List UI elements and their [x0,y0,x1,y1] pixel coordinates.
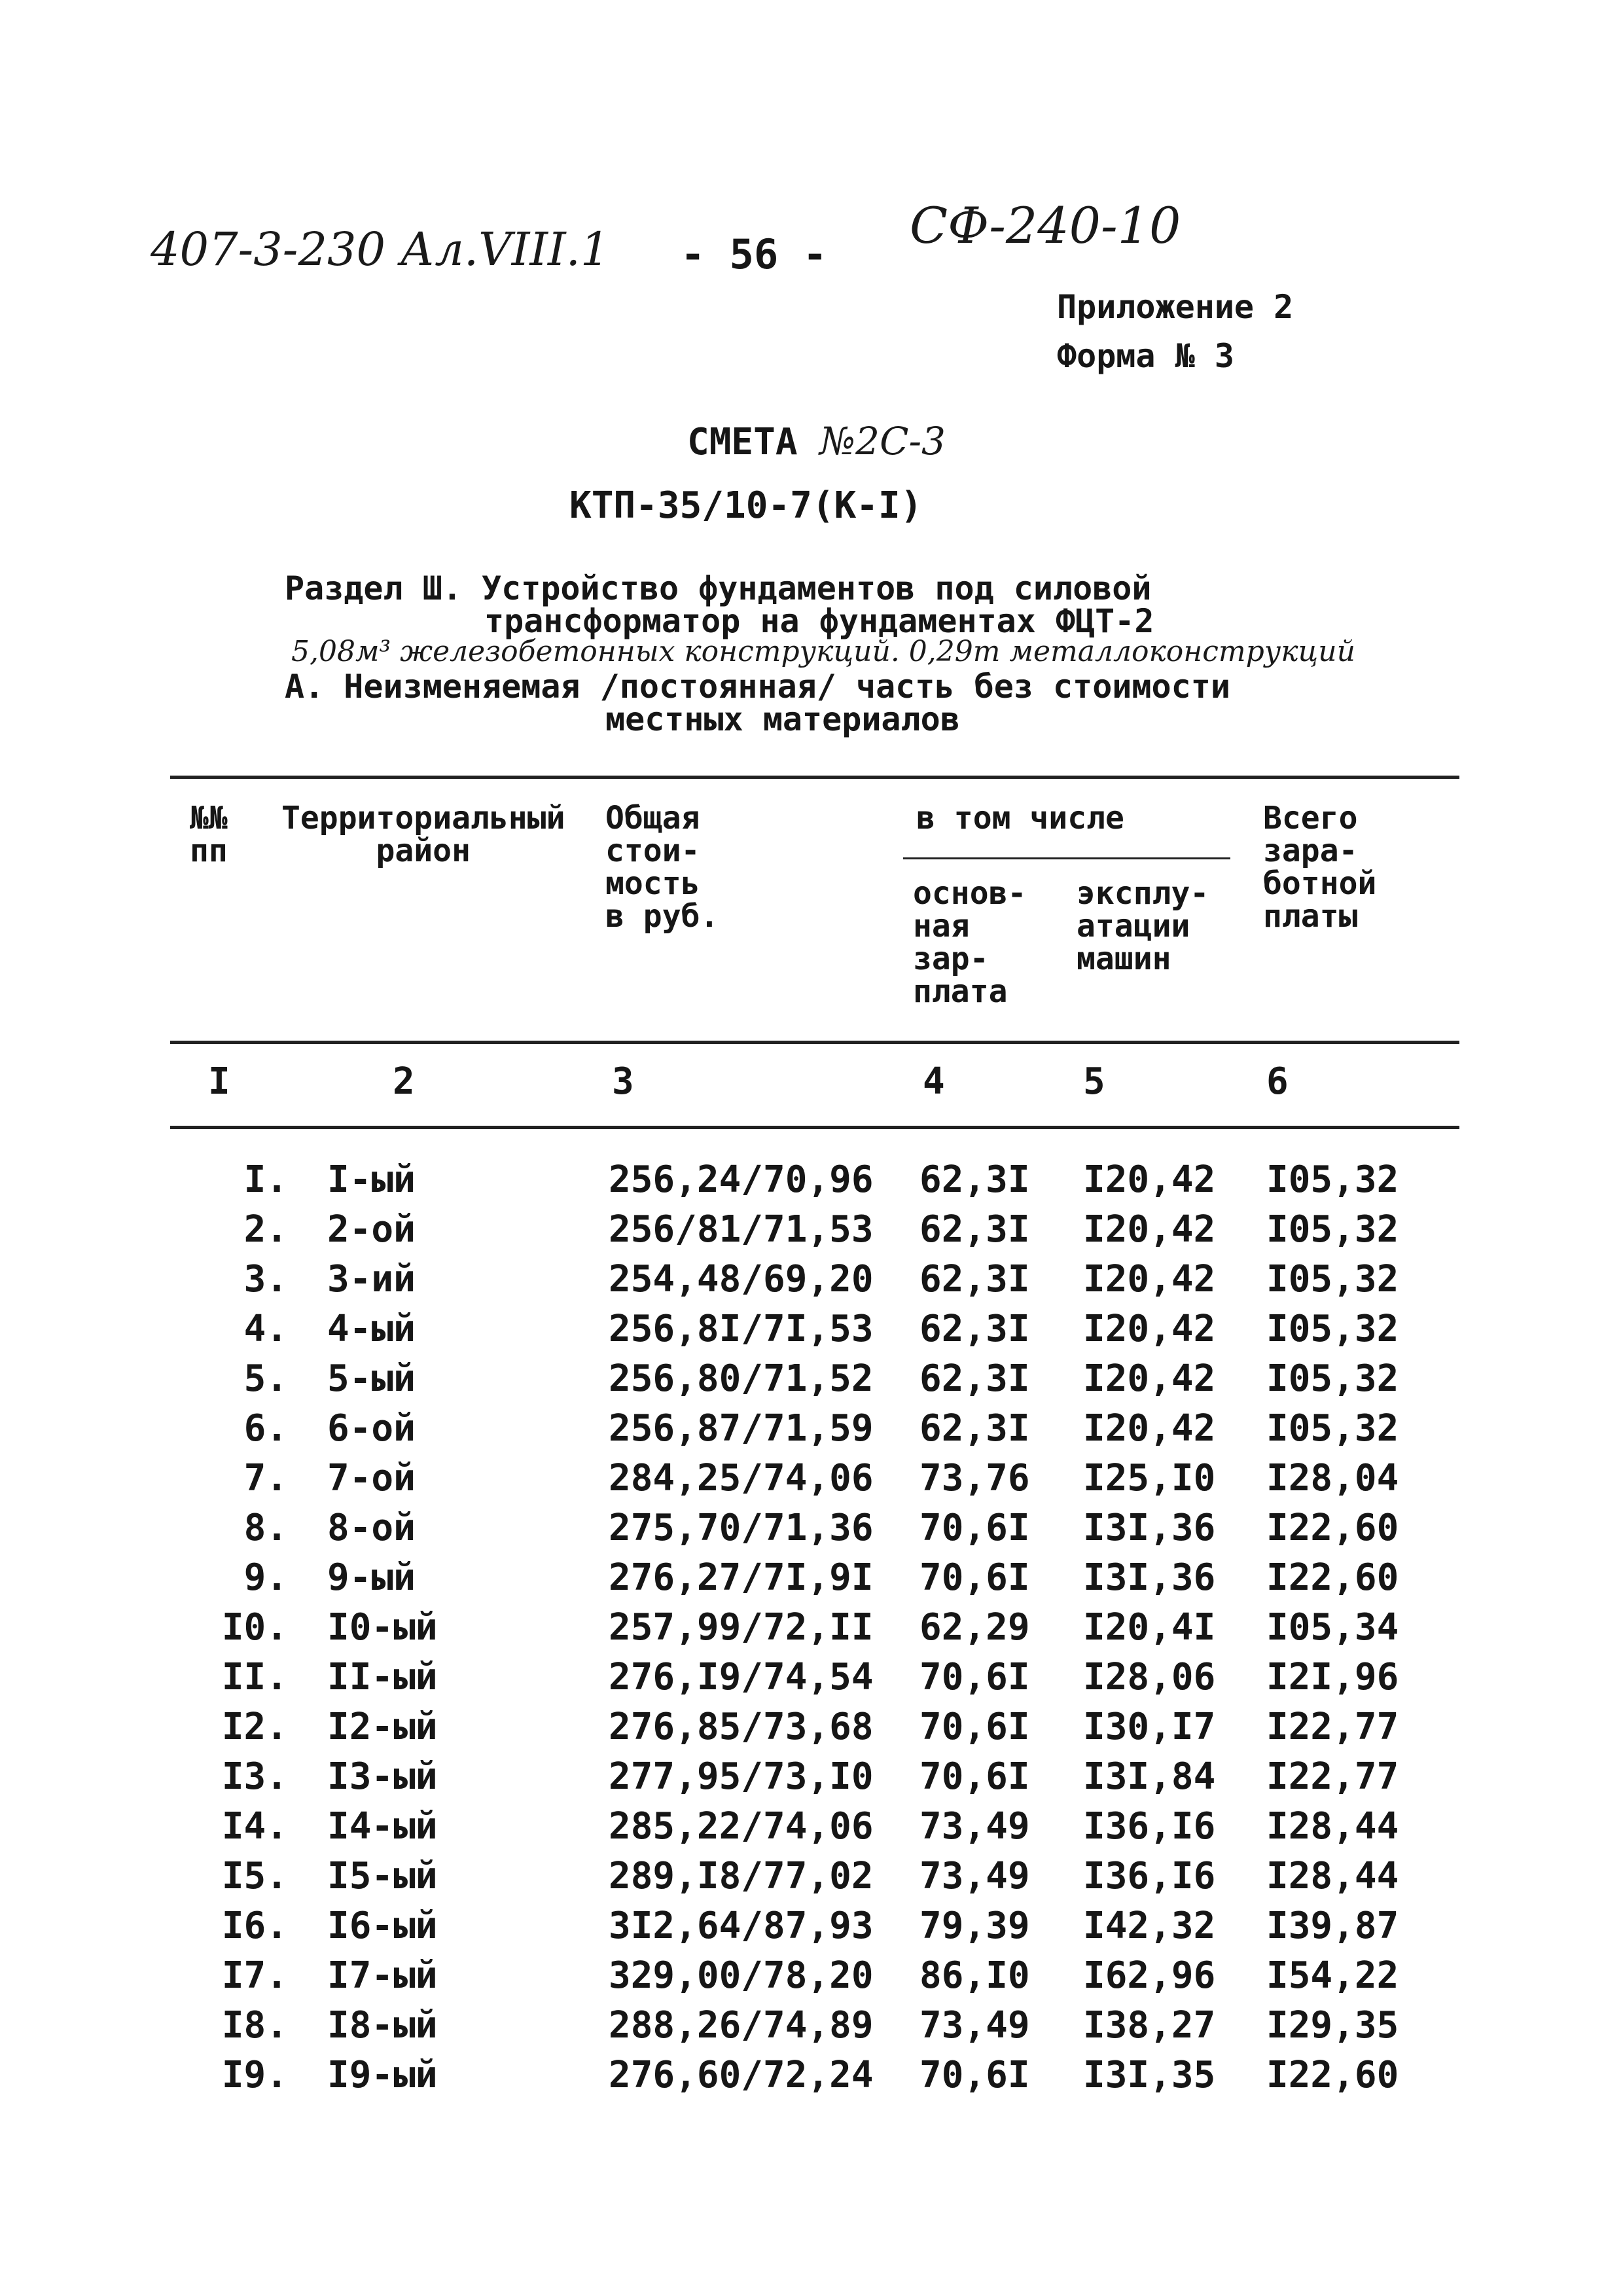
row-region: I9-ый [327,2054,438,2096]
row-total-wages: I28,04 [1266,1457,1399,1499]
row-total-wages: I29,35 [1266,2004,1399,2047]
row-base-salary: 62,3I [919,1258,1030,1300]
document-code: 407-3-230 Ал.VIII.1 [151,223,610,276]
row-base-salary: 70,6I [919,1507,1030,1549]
row-machine-operation: I20,42 [1083,1158,1216,1201]
row-machine-operation: I20,42 [1083,1258,1216,1300]
row-total-cost: 277,95/73,I0 [609,1755,874,1798]
row-base-salary: 62,3I [919,1357,1030,1400]
column-number-1: I [208,1060,230,1103]
row-region: I7-ый [327,1954,438,1997]
row-region: 9-ый [327,1556,416,1599]
row-region: 6-ой [327,1407,416,1450]
row-total-wages: I22,60 [1266,1556,1399,1599]
estimate-title [687,419,946,463]
row-base-salary: 62,3I [919,1208,1030,1251]
row-number: 2. [243,1208,288,1251]
row-base-salary: 62,3I [919,1158,1030,1201]
row-number: I3. [221,1755,288,1798]
row-number: 5. [243,1357,288,1400]
row-number: 9. [243,1556,288,1599]
row-number: I9. [221,2054,288,2096]
header-col-total-wages: Всего зара- ботной платы [1263,800,1377,935]
row-total-wages: I05,32 [1266,1208,1399,1251]
row-total-cost: 276,85/73,68 [609,1706,874,1748]
header-group-including: в том числе [916,800,1124,836]
column-number-4: 4 [923,1060,945,1103]
header-col-salary: основ- ная зар- плата [913,875,1027,1010]
row-total-wages: I39,87 [1266,1905,1399,1947]
row-region: 8-ой [327,1507,416,1549]
row-machine-operation: I20,42 [1083,1208,1216,1251]
row-region: I3-ый [327,1755,438,1798]
row-machine-operation: I3I,84 [1083,1755,1216,1798]
row-total-cost: 284,25/74,06 [609,1457,874,1499]
row-region: 3-ий [327,1258,416,1300]
row-region: I6-ый [327,1905,438,1947]
row-region: 4-ый [327,1308,416,1350]
column-number-6: 6 [1266,1060,1289,1103]
row-base-salary: 70,6I [919,1556,1030,1599]
row-machine-operation: I36,I6 [1083,1805,1216,1848]
section-line-4: местных материалов [605,700,960,738]
row-number: I0. [221,1606,288,1649]
section-line-1: Раздел Ш. Устройство фундаментов под силовой [285,569,1152,607]
row-machine-operation: I20,42 [1083,1308,1216,1350]
row-base-salary: 73,49 [919,1855,1030,1897]
row-machine-operation: I20,4I [1083,1606,1216,1649]
row-base-salary: 79,39 [919,1905,1030,1947]
row-total-cost: 3I2,64/87,93 [609,1905,874,1947]
row-region: 5-ый [327,1357,416,1400]
column-number-5: 5 [1083,1060,1105,1103]
row-total-wages: I2I,96 [1266,1656,1399,1698]
row-machine-operation: I3I,35 [1083,2054,1216,2096]
row-region: I5-ый [327,1855,438,1897]
row-region: I-ый [327,1158,416,1201]
row-machine-operation: I36,I6 [1083,1855,1216,1897]
header-col-total: Общая стои- мость в руб. [605,800,719,935]
row-base-salary: 70,6I [919,1706,1030,1748]
row-number: I6. [221,1905,288,1947]
sheet-code: СФ-240-10 [910,196,1181,255]
estimate-number: №2С-3 [819,419,946,463]
row-machine-operation: I25,I0 [1083,1457,1216,1499]
header-col-machines: эксплу- атации машин [1077,875,1209,977]
header-col-region: Территориальный район [281,800,565,869]
page-number: - 56 - [681,230,827,278]
row-region: I0-ый [327,1606,438,1649]
row-base-salary: 86,I0 [919,1954,1030,1997]
row-machine-operation: I20,42 [1083,1357,1216,1400]
row-region: I4-ый [327,1805,438,1848]
section-handwritten-note: 5,08м³ железобетонных конструкций. 0,29т металлоконструкций [291,635,1355,668]
row-total-wages: I22,77 [1266,1706,1399,1748]
row-base-salary: 62,29 [919,1606,1030,1649]
row-region: 7-ой [327,1457,416,1499]
row-total-cost: 285,22/74,06 [609,1805,874,1848]
row-number: 4. [243,1308,288,1350]
row-machine-operation: I62,96 [1083,1954,1216,1997]
header-col-number: №№ пп [190,800,228,869]
row-machine-operation: I3I,36 [1083,1556,1216,1599]
row-base-salary: 70,6I [919,1656,1030,1698]
row-total-wages: I05,32 [1266,1158,1399,1201]
column-number-2: 2 [393,1060,415,1103]
row-total-cost: 288,26/74,89 [609,2004,874,2047]
row-base-salary: 73,49 [919,1805,1030,1848]
row-total-cost: 256,87/71,59 [609,1407,874,1450]
row-number: 7. [243,1457,288,1499]
column-number-3: 3 [612,1060,634,1103]
section-line-2: трансформатор на фундаментах ФЦТ-2 [484,602,1154,640]
row-total-wages: I28,44 [1266,1805,1399,1848]
section-line-3: А. Неизменяемая /постоянная/ часть без стоимости [285,668,1230,706]
row-number: 6. [243,1407,288,1450]
row-total-wages: I22,77 [1266,1755,1399,1798]
row-number: 8. [243,1507,288,1549]
row-number: I5. [221,1855,288,1897]
row-total-wages: I22,60 [1266,1507,1399,1549]
row-base-salary: 62,3I [919,1308,1030,1350]
column-numbers-rule [170,1126,1459,1129]
row-total-cost: 276,I9/74,54 [609,1656,874,1698]
row-base-salary: 73,76 [919,1457,1030,1499]
row-total-cost: 276,60/72,24 [609,2054,874,2096]
row-number: 3. [243,1258,288,1300]
form-label: Форма № 3 [1057,337,1234,375]
object-title: КТП-35/10-7(К-I) [569,484,923,527]
row-number: I. [243,1158,288,1201]
row-machine-operation: I38,27 [1083,2004,1216,2047]
row-base-salary: 73,49 [919,2004,1030,2047]
row-machine-operation: I3I,36 [1083,1507,1216,1549]
row-region: 2-ой [327,1208,416,1251]
estimate-label: СМЕТА [687,421,798,463]
row-region: I8-ый [327,2004,438,2047]
header-bottom-rule [170,1041,1459,1044]
row-total-cost: 254,48/69,20 [609,1258,874,1300]
row-number: I7. [221,1954,288,1997]
row-total-wages: I05,32 [1266,1258,1399,1300]
row-total-cost: 256,8I/7I,53 [609,1308,874,1350]
row-total-wages: I22,60 [1266,2054,1399,2096]
row-total-cost: 289,I8/77,02 [609,1855,874,1897]
row-total-cost: 256/81/71,53 [609,1208,874,1251]
row-total-wages: I05,32 [1266,1308,1399,1350]
row-base-salary: 70,6I [919,2054,1030,2096]
table-top-rule [170,776,1459,779]
group-header-rule [903,857,1230,859]
row-total-cost: 256,24/70,96 [609,1158,874,1201]
row-number: I4. [221,1805,288,1848]
row-base-salary: 62,3I [919,1407,1030,1450]
row-total-wages: I54,22 [1266,1954,1399,1997]
row-total-cost: 275,70/71,36 [609,1507,874,1549]
row-total-wages: I05,32 [1266,1357,1399,1400]
row-machine-operation: I42,32 [1083,1905,1216,1947]
row-total-wages: I05,34 [1266,1606,1399,1649]
row-region: I2-ый [327,1706,438,1748]
row-region: II-ый [327,1656,438,1698]
row-total-wages: I28,44 [1266,1855,1399,1897]
row-number: II. [221,1656,288,1698]
row-machine-operation: I20,42 [1083,1407,1216,1450]
row-total-wages: I05,32 [1266,1407,1399,1450]
row-base-salary: 70,6I [919,1755,1030,1798]
row-total-cost: 256,80/71,52 [609,1357,874,1400]
row-number: I8. [221,2004,288,2047]
appendix-label: Приложение 2 [1057,288,1294,326]
row-machine-operation: I30,I7 [1083,1706,1216,1748]
row-number: I2. [221,1706,288,1748]
row-total-cost: 257,99/72,II [609,1606,874,1649]
row-total-cost: 276,27/7I,9I [609,1556,874,1599]
row-total-cost: 329,00/78,20 [609,1954,874,1997]
row-machine-operation: I28,06 [1083,1656,1216,1698]
